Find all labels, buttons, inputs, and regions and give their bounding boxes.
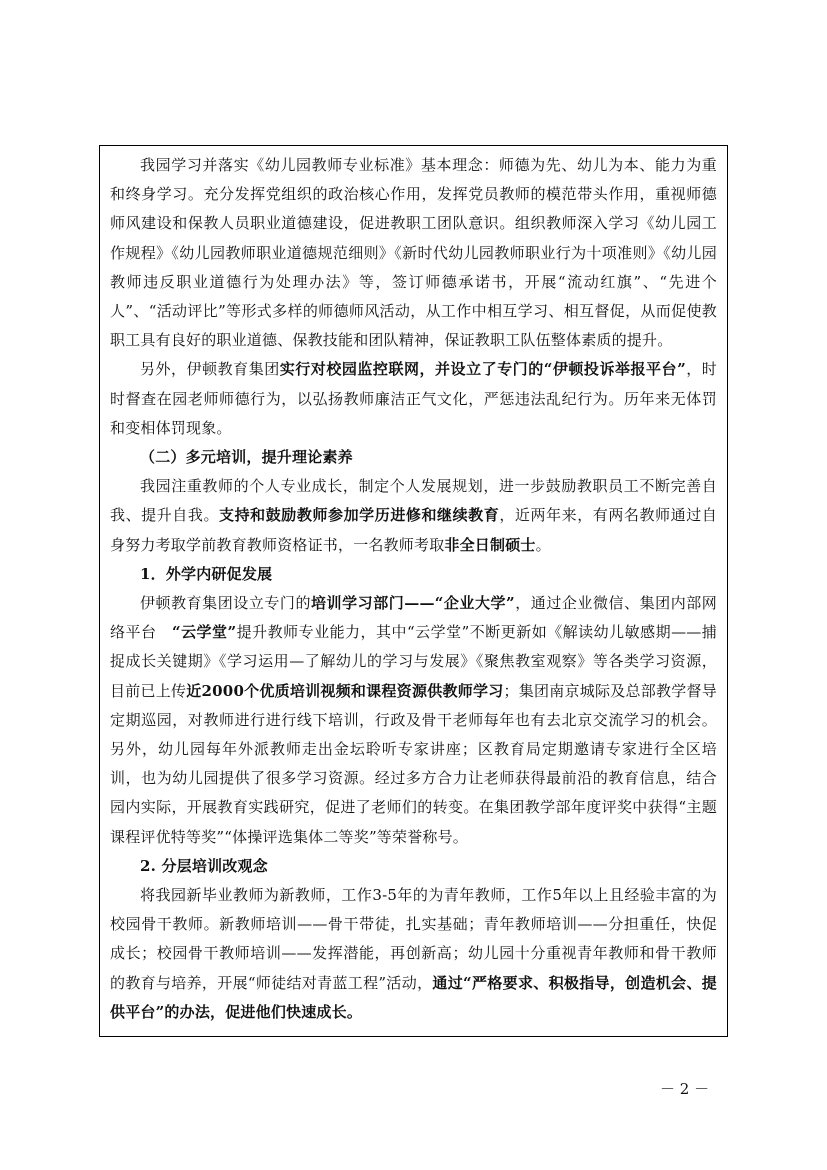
- text-run: 提升教师专业能力，其中“云学堂”不断更新如《解读幼儿敏感期——捕捉成长关键期》《学习运用—了解幼儿的学习与发展》《聚焦教室观察》等各类学习资源，目前已上传: [110, 623, 717, 700]
- section-heading: [110, 560, 717, 589]
- text-run: ，通过企业微信、集团内部网络平台: [110, 594, 717, 642]
- bold-run: 近2000个优质培训视频和课程资源供教师学习: [186, 681, 504, 700]
- body-paragraph: [110, 589, 717, 852]
- body-paragraph: [110, 881, 717, 1027]
- section-heading: [110, 852, 717, 881]
- text-run: ，时时督查在园老师师德行为，以弘扬教师廉洁正气文化，严惩违法乱纪行为。历年来无体罚和变相体罚现象。: [110, 360, 717, 437]
- bold-run: （二）多元培训，提升理论素养: [140, 448, 353, 467]
- body-paragraph: [110, 151, 717, 355]
- text-run: 我园学习并落实《幼儿园教师专业标准》基本理念：师德为先、幼儿为本、能力为重和终身学习。充分发挥党组织的政治核心作用，发挥党员教师的模范带头作用，重视师德师风建设和保教人员职业道德建设，促进教职工团队意识。组织教师深入学习《幼儿园工作规程》《幼儿园教师职业道德规范细则》《新时代幼儿园教师职业行为十项准则》《幼儿园教师违反职业道德行为处理办法》等，签订师德承诺书，开展“流动红旗”、“先进个人”、“活动评比”等形式多样的师德师风活动，从工作中相互学习、相互督促，从而促使教职工具有良好的职业道德、保教技能和团队精神，保证教职工队伍整体素质的提升。: [110, 156, 717, 350]
- bold-run: 1．外学内研促发展: [140, 564, 273, 583]
- text-run: 将我园新毕业教师为新教师，工作3-5年的为青年教师，工作5年以上且经验丰富的为校园骨干教师。新教师培训——骨干带徒，扎实基础；青年教师培训——分担重任，快促成长；校园骨干教师培训——发挥潜能，再创新高；幼儿园十分重视青年教师和骨干教师的教育与培养，开展“师徒结对青蓝工程”活动，: [110, 886, 717, 992]
- text-run: ，近两年来，有两名教师通过自身努力考取学前教育教师资格证书，一名教师考取: [110, 506, 717, 554]
- bold-run: 2. 分层培训改观念: [140, 856, 268, 875]
- bold-run: 培训学习部门——“企业大学”: [311, 594, 515, 613]
- content-frame: [99, 145, 728, 1037]
- text-run: 另外，伊顿教育集团: [140, 360, 280, 379]
- body-paragraph: [110, 355, 717, 443]
- bold-run: 实行对校园监控联网，并设立了专门的“伊顿投诉举报平台”: [279, 360, 686, 379]
- bold-run: “云学堂”: [171, 623, 237, 642]
- text-run: 。: [535, 535, 551, 554]
- text-run: 我园注重教师的个人专业成长，制定个人发展规划，进一步鼓励教职员工不断完善自我、提升自我。: [110, 477, 717, 525]
- bold-run: 非全日制硕士: [444, 535, 536, 554]
- body-paragraph: [110, 472, 717, 560]
- page-number: － 2 －: [660, 1080, 710, 1098]
- text-run: ；集团南京城际及总部教学督导定期巡园，对教师进行进行线下培训，行政及骨干老师每年也有去北京交流学习的机会。另外，幼儿园每年外派教师走出金坛聆听专家讲座；区教育局定期邀请专家进行全区培训，也为幼儿园提供了很多学习资源。经过多方合力让老师获得最前沿的教育信息，结合园内实际，开展教育实践研究，促进了老师们的转变。在集团教学部年度评奖中获得“主题课程评优特等奖”“体操评选集体二等奖”等荣誉称号。: [110, 681, 717, 846]
- bold-run: 支持和鼓励教师参加学历进修和继续教育: [219, 506, 500, 525]
- bold-run: 通过“严格要求、积极指导，创造机会、提供平台”的办法，促进他们快速成长。: [110, 973, 717, 1021]
- text-run: 伊顿教育集团设立专门的: [140, 594, 312, 613]
- section-heading: [110, 443, 717, 472]
